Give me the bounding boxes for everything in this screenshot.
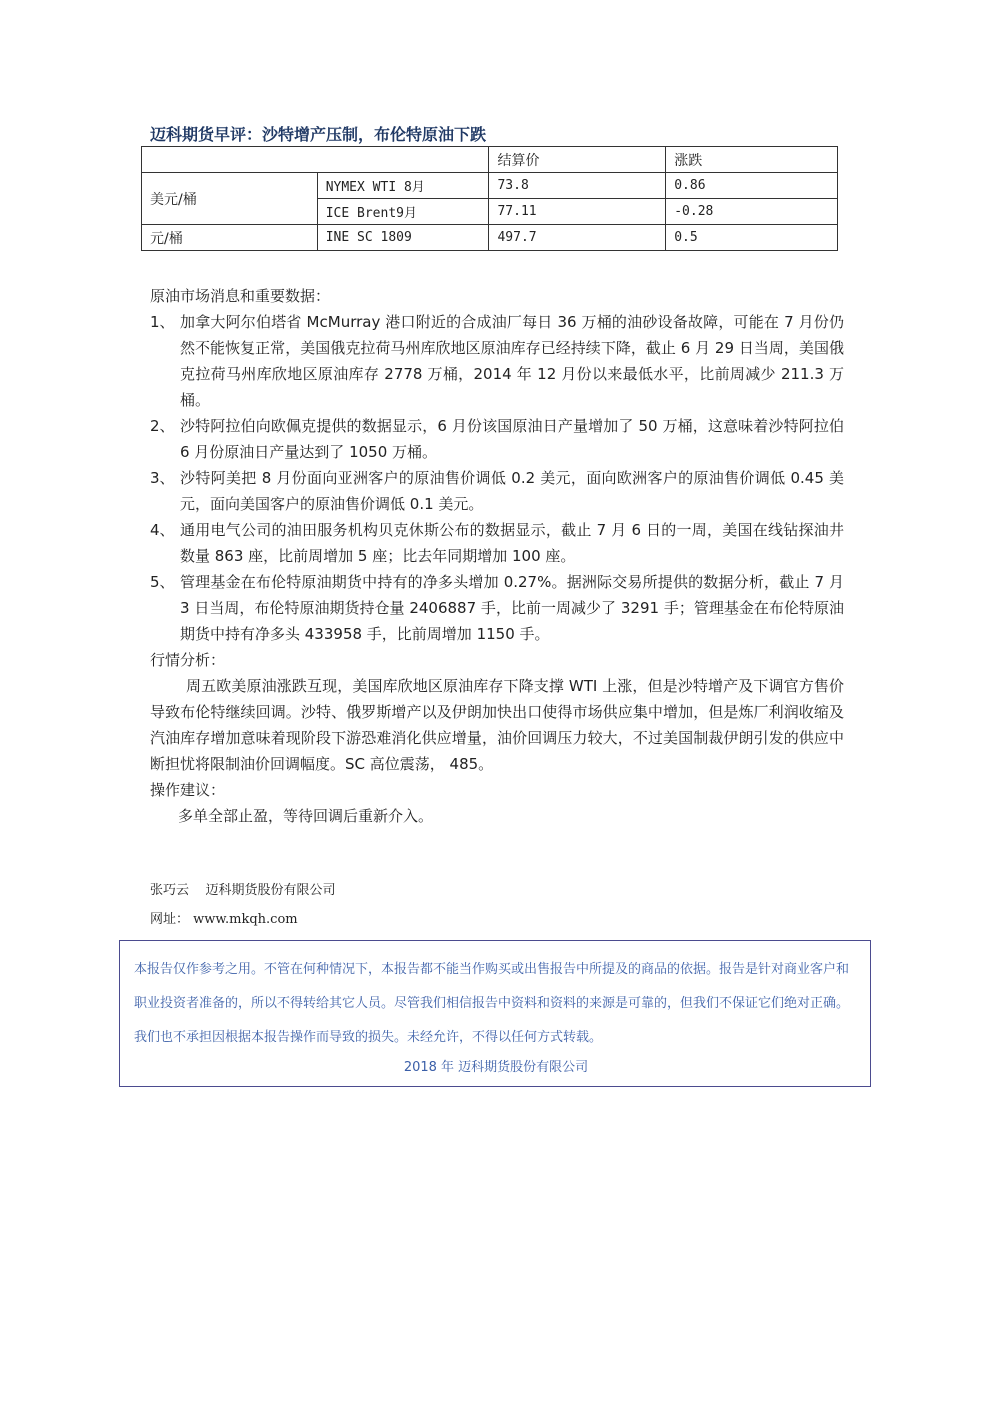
table-row	[142, 173, 838, 199]
contract-cell: NYMEX WTI 8月	[317, 173, 489, 199]
price-cell: 77.11	[489, 199, 666, 225]
price-table	[141, 146, 838, 251]
list-text: 通用电气公司的油田服务机构贝克休斯公布的数据显示，截止 7 月 6 日的一周，美国在线钻探油井数量 863 座，比前周增加 5 座；比去年同期增加 100 座。	[180, 521, 844, 565]
table-header-cell: 涨跌	[666, 147, 838, 173]
list-text: 管理基金在布伦特原油期货中持有的净多头增加 0.27%。据洲际交易所提供的数据分析，截止 7 月 3 日当周，布伦特原油期货持仓量 2406887 手，比前一周减少了 3291 手；管理基金在布伦特原油期货中持有净多头 433958 手，比前周增加 1150 手。	[180, 573, 844, 643]
analysis-heading: 行情分析：	[150, 651, 226, 669]
website-line	[150, 905, 336, 934]
list-item	[150, 517, 844, 569]
change-cell: -0.28	[666, 199, 838, 225]
table-header-cell: 结算价	[489, 147, 666, 173]
table-row	[142, 225, 838, 251]
list-number: 2、	[150, 417, 175, 435]
list-text: 加拿大阿尔伯塔省 McMurray 港口附近的合成油厂每日 36 万桶的油砂设备故障，可能在 7 月份仍然不能恢复正常，美国俄克拉荷马州库欣地区原油库存已经持续下降，截止 6 月 29 日当周，美国俄克拉荷马州库欣地区原油库存 2778 万桶，2014 年 12 月份以来最低水平，比前周减少 211.3 万桶。	[180, 313, 844, 409]
website-label: 网址：	[150, 912, 190, 927]
contract-cell: ICE Brent9月	[317, 199, 489, 225]
list-item	[150, 413, 844, 465]
unit-cell: 美元/桶	[142, 173, 318, 225]
analysis-paragraph: 周五欧美原油涨跌互现，美国库欣地区原油库存下降支撑 WTI 上涨，但是沙特增产及下调官方售价导致布伦特继续回调。沙特、俄罗斯增产以及伊朗加快出口使得市场供应集中增加，但是炼厂利润收缩及汽油库存增加意味着现阶段下游恐难消化供应增量，油价回调压力较大，不过美国制裁伊朗引发的供应中断担忧将限制油价回调幅度。SC 高位震荡， 485。	[150, 677, 844, 773]
price-cell: 73.8	[489, 173, 666, 199]
table-header-row	[142, 147, 838, 173]
disclaimer-box	[119, 940, 871, 1087]
change-cell: 0.86	[666, 173, 838, 199]
report-title: 迈科期货早评：沙特增产压制，布伦特原油下跌	[150, 125, 487, 144]
news-list	[150, 309, 844, 647]
news-heading: 原油市场消息和重要数据：	[150, 287, 331, 305]
disclaimer-text: 本报告仅作参考之用。不管在何种情况下，本报告都不能当作购买或出售报告中所提及的商品的依据。报告是针对商业客户和职业投资者准备的，所以不得转给其它人员。尽管我们相信报告中资料和资料的来源是可靠的，但我们不保证它们绝对正确。我们也不承担因根据本报告操作而导致的损失。未经允许，不得以任何方式转载。	[134, 962, 850, 1045]
list-item	[150, 465, 844, 517]
advice-heading: 操作建议：	[150, 781, 226, 799]
list-item	[150, 569, 844, 647]
signature-block	[150, 876, 336, 934]
website-link[interactable]: www.mkqh.com	[193, 912, 298, 927]
list-item	[150, 309, 844, 413]
unit-cell: 元/桶	[142, 225, 318, 251]
table-header-cell	[142, 147, 489, 173]
author-line: 张巧云 迈科期货股份有限公司	[150, 883, 336, 898]
list-number: 5、	[150, 573, 175, 591]
list-number: 4、	[150, 521, 175, 539]
change-cell: 0.5	[666, 225, 838, 251]
disclaimer-footer: 2018 年 迈科期货股份有限公司	[403, 1060, 589, 1075]
contract-cell: INE SC 1809	[317, 225, 489, 251]
list-text: 沙特阿拉伯向欧佩克提供的数据显示，6 月份该国原油日产量增加了 50 万桶，这意味着沙特阿拉伯 6 月份原油日产量达到了 1050 万桶。	[180, 417, 844, 461]
list-text: 沙特阿美把 8 月份面向亚洲客户的原油售价调低 0.2 美元，面向欧洲客户的原油售价调低 0.45 美元，面向美国客户的原油售价调低 0.1 美元。	[180, 469, 844, 513]
price-cell: 497.7	[489, 225, 666, 251]
advice-paragraph: 多单全部止盈，等待回调后重新介入。	[178, 807, 434, 825]
report-body	[150, 283, 844, 829]
list-number: 3、	[150, 469, 175, 487]
list-number: 1、	[150, 313, 175, 331]
